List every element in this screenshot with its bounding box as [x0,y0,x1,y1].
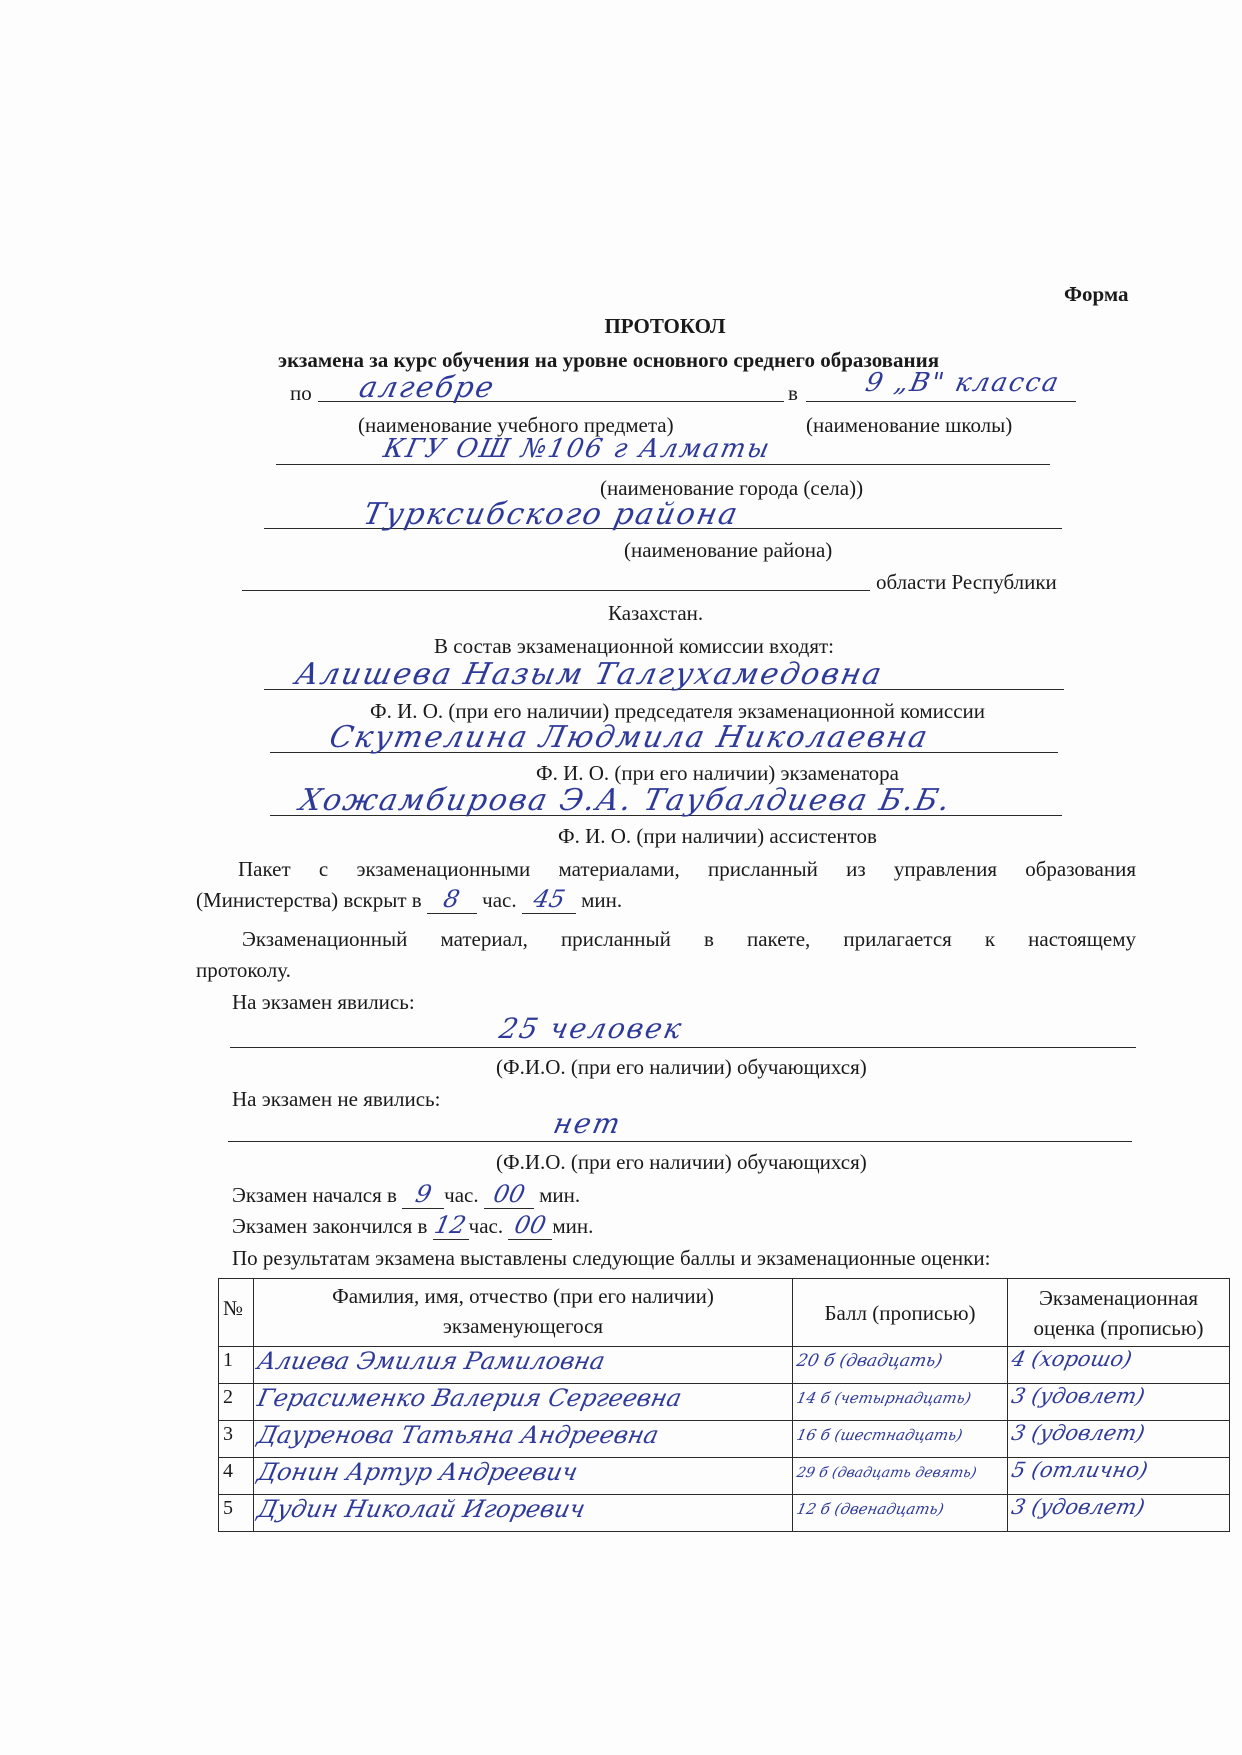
attended-label: На экзамен явились: [232,990,415,1014]
class-line [806,401,1076,402]
row-grade-value: 3 (удовлет) [1009,1495,1148,1519]
class-prefix: в [788,381,798,405]
label-subject: (наименование учебного предмета) [358,413,674,437]
material-text-line1: Экзаменационный материал, присланный в пакете, прилагается к настоящему [242,927,1136,951]
row-score [793,1495,1008,1532]
region-line [242,590,870,591]
attended-value: 25 человек [496,1012,687,1045]
label-chair: Ф. И. О. (при его наличии) председателя экзаменационной комиссии [370,699,986,723]
chair-value: Алишева Назым Талгухамедовна [292,657,887,692]
end-hour-unit: час. [468,1214,504,1238]
row-score-value: 20 б (двадцать) [794,1351,945,1371]
material-text-line2: протоколу. [196,958,291,982]
attended-line [230,1047,1136,1048]
header-name [254,1279,793,1347]
label-district: (наименование района) [624,538,833,562]
package-text-line1: Пакет с экзаменационными материалами, присланный из управления образования [238,857,1136,881]
row-name-value: Дауренова Татьяна Андреевна [255,1421,662,1449]
row-name-value: Алиева Эмилия Рамиловна [255,1347,608,1375]
row-num: 4 [219,1458,254,1495]
row-score [793,1347,1008,1384]
results-intro: По результатам экзамена выставлены следующие баллы и экзаменационные оценки: [232,1246,991,1270]
package-min-field [522,885,576,914]
header-name-line1: Фамилия, имя, отчество (при его наличии) [332,1284,714,1308]
package-text-opened: (Министерства) вскрыт в [196,888,422,912]
table-row [219,1384,1230,1421]
end-hour-field [432,1211,469,1240]
label-school: (наименование школы) [806,413,1013,437]
package-text-line2 [196,885,623,914]
row-grade-value: 3 (удовлет) [1009,1421,1148,1445]
absent-value: нет [550,1107,626,1140]
class-value: 9 „В" класса [862,368,1064,398]
row-grade-value: 4 (хорошо) [1009,1347,1135,1371]
table-header-row [219,1279,1230,1347]
start-hour-field [402,1180,444,1209]
table-row [219,1421,1230,1458]
row-score [793,1384,1008,1421]
package-hour-value: 8 [441,885,463,913]
start-text: Экзамен начался в [232,1183,397,1207]
absent-line [228,1141,1132,1142]
end-min-unit: мин. [552,1214,594,1238]
start-min-field [484,1180,534,1209]
table-row [219,1458,1230,1495]
end-min-field [508,1211,552,1240]
row-score [793,1458,1008,1495]
row-name [254,1347,793,1384]
end-min-value: 00 [512,1211,549,1239]
package-min-value: 45 [530,885,568,913]
end-time-line [232,1211,594,1240]
row-grade-value: 5 (отлично) [1009,1458,1150,1482]
label-assistants: Ф. И. О. (при наличии) ассистентов [558,824,877,848]
row-name [254,1421,793,1458]
subject-prefix: по [290,381,312,405]
row-grade-value: 3 (удовлет) [1009,1384,1148,1408]
row-score-value: 29 б (двадцать девять) [795,1465,979,1481]
label-examiner: Ф. И. О. (при его наличии) экзаменатора [536,761,899,785]
row-num: 3 [219,1421,254,1458]
header-name-line2: экзаменующегося [442,1314,604,1338]
district-value: Турксибского района [360,497,743,532]
row-grade [1008,1421,1230,1458]
package-hour-field [427,885,477,914]
row-grade [1008,1495,1230,1532]
start-hour-unit: час. [444,1183,479,1207]
package-hour-unit: час. [482,888,517,912]
document-subtitle: экзамена за курс обучения на уровне основного среднего образования [278,348,940,372]
row-grade [1008,1347,1230,1384]
assistants-value: Хожамбирова Э.А. Таубалдиева Б.Б. [296,783,955,818]
region-suffix: области Республики [876,570,1057,594]
end-hour-value: 12 [432,1211,469,1239]
row-name-value: Герасименко Валерия Сергеевна [255,1384,685,1412]
row-name-value: Донин Артур Андреевич [255,1458,581,1486]
header-grade-line1: Экзаменационная [1038,1285,1198,1310]
row-num: 1 [219,1347,254,1384]
header-grade-line2: оценка (прописью) [1033,1315,1204,1340]
row-name [254,1384,793,1421]
header-score: Балл (прописью) [793,1279,1008,1347]
document-title: ПРОТОКОЛ [604,314,726,338]
row-score-value: 14 б (четырнадцать) [795,1389,973,1407]
start-hour-value: 9 [412,1180,434,1208]
package-min-unit: мин. [581,888,623,912]
form-label: Форма [1064,282,1129,306]
row-score-value: 16 б (шестнадцать) [795,1426,965,1444]
grades-table [218,1278,1230,1532]
commission-intro: В состав экзаменационной комиссии входят: [434,634,835,658]
row-grade [1008,1458,1230,1495]
table-row [219,1495,1230,1532]
label-students-attended: (Ф.И.О. (при его наличии) обучающихся) [496,1055,867,1079]
school-line [276,464,1050,465]
header-num: № [219,1279,254,1347]
end-text: Экзамен закончился в [232,1214,428,1238]
table-row [219,1347,1230,1384]
row-grade [1008,1384,1230,1421]
row-name [254,1495,793,1532]
label-students-absent: (Ф.И.О. (при его наличии) обучающихся) [496,1150,867,1174]
examiner-value: Скутелина Людмила Николаевна [326,720,933,755]
row-score-value: 12 б (двенадцать) [795,1500,946,1518]
subject-value: алгебре [356,370,499,404]
start-time-line [232,1180,581,1209]
header-grade [1008,1279,1230,1347]
row-score [793,1421,1008,1458]
label-city: (наименование города (села)) [600,476,864,500]
country-label: Казахстан. [608,601,704,625]
row-num: 5 [219,1495,254,1532]
school-value: КГУ ОШ №106 г Алматы [380,434,774,464]
row-num: 2 [219,1384,254,1421]
absent-label: На экзамен не явились: [232,1087,441,1111]
row-name [254,1458,793,1495]
start-min-unit: мин. [539,1183,581,1207]
row-name-value: Дудин Николай Игоревич [255,1495,588,1523]
start-min-value: 00 [490,1180,528,1208]
